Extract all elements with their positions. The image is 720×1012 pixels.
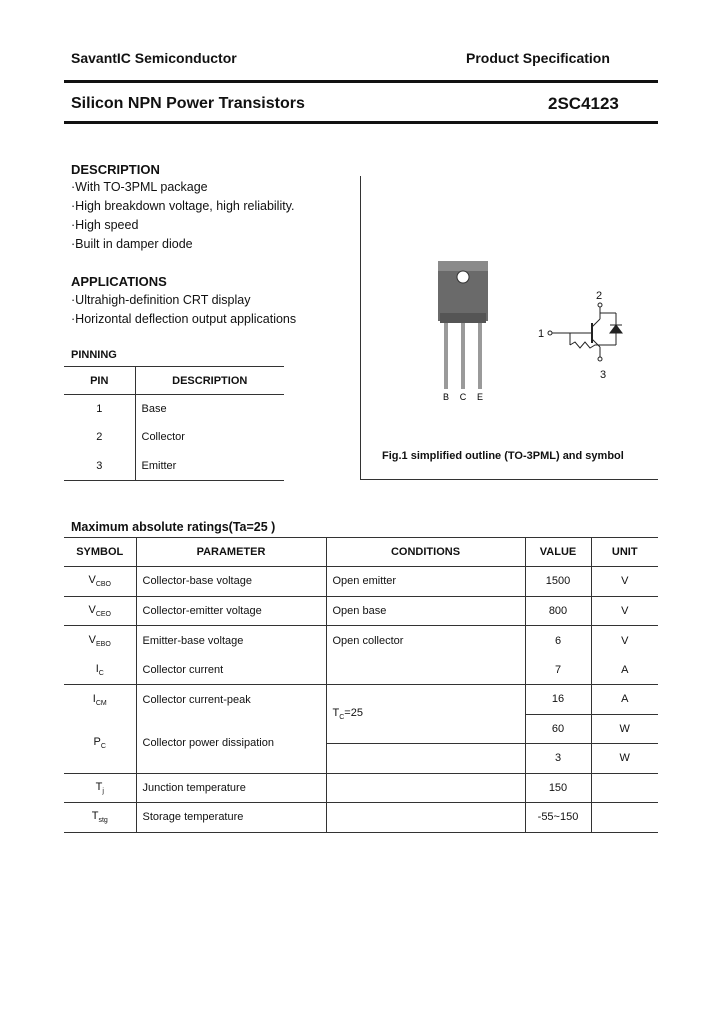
value-cell: 7 — [525, 655, 591, 685]
application-item: ·Horizontal deflection output applications — [71, 312, 297, 326]
transistor-figure — [420, 255, 650, 405]
unit-cell: W — [591, 744, 658, 774]
conditions-cell: Open emitter — [326, 567, 525, 597]
unit-cell — [591, 773, 658, 803]
document-type: Product Specification — [466, 50, 610, 66]
table-row — [64, 773, 658, 803]
description-item: ·With TO-3PML package — [71, 180, 208, 194]
symbol-cell: $V_{CBO}$ — [64, 567, 136, 597]
conditions-column-header: CONDITIONS — [326, 538, 525, 567]
mounting-hole — [457, 271, 469, 283]
description-item: ·Built in damper diode — [71, 237, 193, 251]
pinning-table — [64, 366, 284, 481]
max-ratings-table — [64, 537, 658, 833]
unit-cell — [591, 803, 658, 833]
pin-description: Collector — [141, 431, 185, 444]
pinning-heading: PINNING — [71, 349, 117, 361]
header-rule-bottom — [64, 121, 658, 124]
lead-collector — [461, 323, 465, 389]
parameter-cell: Collector-base voltage — [136, 567, 326, 597]
conditions-cell: Open base — [326, 596, 525, 626]
transistor-symbol — [538, 290, 622, 381]
table-row — [64, 685, 658, 715]
pin-description: Base — [141, 403, 167, 415]
parameter-cell: Collector-emitter voltage — [136, 596, 326, 626]
company-name: SavantIC Semiconductor — [71, 50, 237, 66]
parameter-column-header: PARAMETER — [136, 538, 326, 567]
symbol-cell: $V_{CEO}$ — [64, 596, 136, 626]
parameter-cell: Collector power dissipation — [136, 714, 326, 773]
figure-caption: Fig.1 simplified outline (TO-3PML) and symbol — [382, 450, 624, 462]
value-cell: 60 — [525, 714, 591, 744]
lead-label-c: C — [459, 392, 467, 402]
symbol-cell: $P_C$ — [64, 714, 136, 773]
lead-emitter — [478, 323, 482, 389]
value-cell: 6 — [525, 626, 591, 656]
description-item: ·High breakdown voltage, high reliability. — [71, 199, 295, 213]
symbol-pin-emitter: 3 — [600, 369, 607, 381]
symbol-cell: $I_{CM}$ — [64, 685, 136, 715]
description-column-header: DESCRIPTION — [135, 367, 284, 395]
part-number: 2SC4123 — [548, 94, 619, 113]
conditions-cell: $T_C=25$ — [326, 685, 525, 744]
symbol-pin-base: 1 — [538, 328, 545, 340]
parameter-cell: Collector current-peak — [136, 685, 326, 715]
conditions-cell: Open collector — [326, 626, 525, 656]
conditions-cell — [326, 655, 525, 685]
value-cell: 150 — [525, 773, 591, 803]
header-rule-top — [64, 80, 658, 83]
conditions-cell — [326, 773, 525, 803]
applications-heading: APPLICATIONS — [71, 274, 167, 289]
symbol-cell: $V_{EBO}$ — [64, 626, 136, 656]
table-row — [64, 803, 658, 833]
pin-number: 1 — [64, 395, 135, 424]
pin-number: 3 — [64, 452, 135, 481]
table-row — [64, 626, 658, 656]
symbol-pin-collector: 2 — [596, 290, 603, 302]
value-cell: 800 — [525, 596, 591, 626]
value-cell: 3 — [525, 744, 591, 774]
value-cell: -55~150 — [525, 803, 591, 833]
parameter-cell: Emitter-base voltage — [136, 626, 326, 656]
unit-cell: W — [591, 714, 658, 744]
parameter-cell: Storage temperature — [136, 803, 326, 833]
unit-cell: V — [621, 634, 629, 647]
pin-number: 2 — [64, 423, 135, 452]
pin-column-header: PIN — [64, 367, 135, 395]
description-item: ·High speed — [71, 218, 139, 232]
symbol-column-header: SYMBOL — [64, 538, 136, 567]
description-heading: DESCRIPTION — [71, 162, 160, 177]
lead-base — [444, 323, 448, 389]
symbol-cell: $T_{stg}$ — [64, 803, 136, 833]
table-row — [64, 567, 658, 597]
unit-cell: V — [591, 596, 658, 626]
symbol-cell: $I_C$ — [64, 655, 136, 685]
table-row — [64, 395, 284, 424]
value-column-header: VALUE — [525, 538, 591, 567]
application-item: ·Ultrahigh-definition CRT display — [71, 293, 251, 307]
document-title: Silicon NPN Power Transistors — [71, 95, 305, 112]
value-cell: 16 — [525, 685, 591, 715]
symbol-cell: $T_j$ — [64, 773, 136, 803]
conditions-cell — [326, 744, 525, 774]
unit-cell: V — [591, 567, 658, 597]
unit-column-header: UNIT — [591, 538, 658, 567]
table-row — [64, 423, 284, 452]
unit-cell: A — [591, 685, 658, 715]
parameter-cell: Junction temperature — [136, 773, 326, 803]
table-row — [64, 596, 658, 626]
value-cell: 1500 — [525, 567, 591, 597]
max-ratings-heading: Maximum absolute ratings(Ta=25 ) — [71, 520, 276, 534]
unit-cell: A — [591, 655, 658, 685]
conditions-cell — [326, 803, 525, 833]
pin-description: Emitter — [135, 452, 284, 481]
lead-label-b: B — [442, 392, 450, 402]
table-row — [64, 452, 284, 481]
parameter-cell: Collector current — [136, 655, 326, 685]
lead-label-e: E — [476, 392, 484, 402]
table-row — [64, 655, 658, 685]
